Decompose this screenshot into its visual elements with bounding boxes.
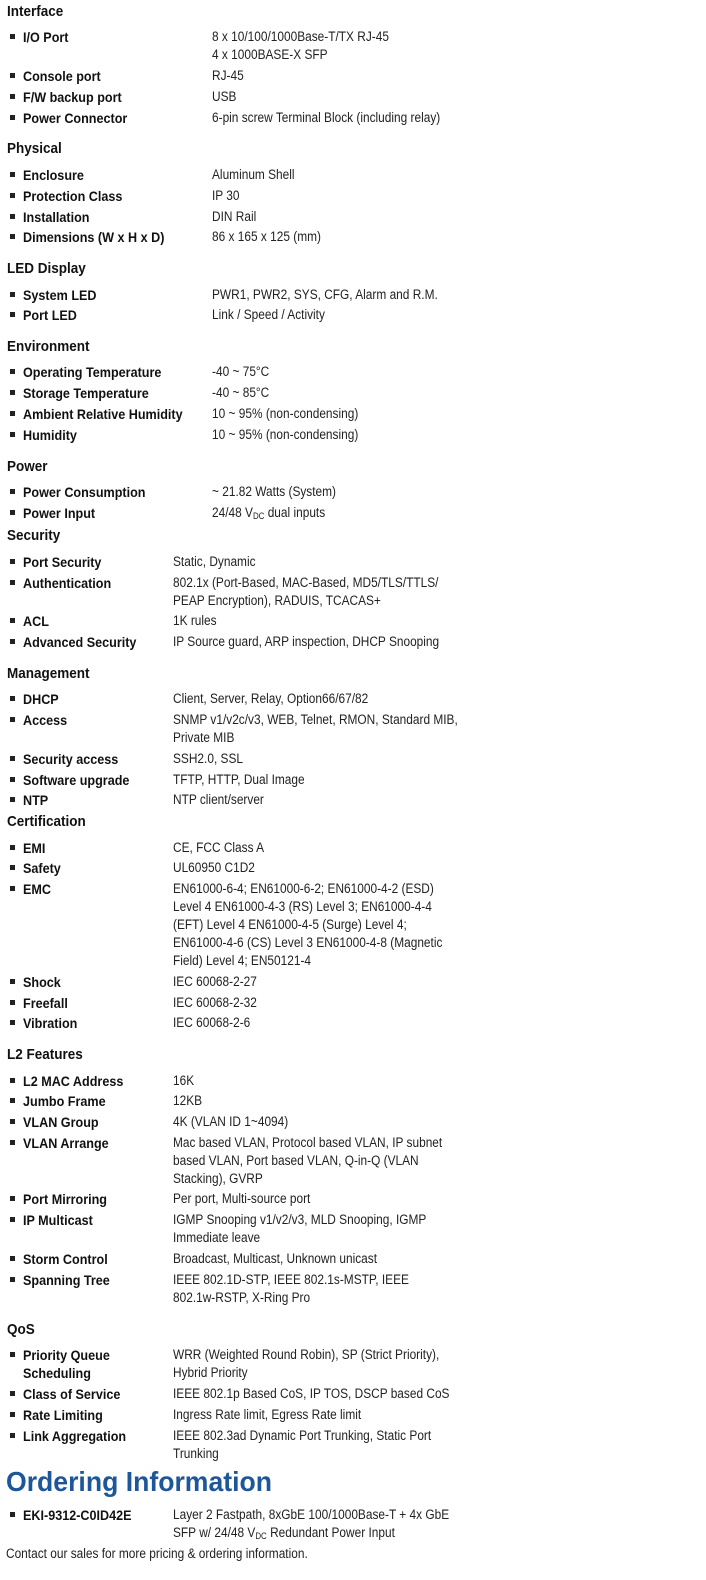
spec-label: Port LED [23,307,77,323]
spec-value: 1K rules [173,613,217,628]
spec-label: EMI [23,840,46,856]
bullet-icon [10,312,15,317]
spec-label: DHCP [23,691,59,707]
spec-value [212,28,389,64]
spec-value: -40 ~ 75°C [212,364,270,379]
label-line: Scheduling [23,1365,91,1381]
spec-value [173,1271,409,1307]
value-line: IGMP Snooping v1/v2/v3, MLD Snooping, IGMP [173,1212,427,1227]
section-title: Power [7,458,48,475]
spec-label: I/O Port [23,29,69,45]
value-subscript: DC [252,511,265,521]
spec-value: IEC 60068-2-27 [173,974,257,989]
spec-label: System LED [23,287,97,303]
spec-value: IEC 60068-2-6 [173,1015,251,1030]
spec-value [173,1346,439,1382]
spec-label: Authentication [23,575,112,591]
spec-value [212,504,325,525]
spec-label: Freefall [23,995,68,1011]
spec-label: Console port [23,68,101,84]
value-line: 8 x 10/100/1000Base-T/TX RJ-45 [212,29,389,44]
value-line: WRR (Weighted Round Robin), SP (Strict Priority), [173,1347,440,1362]
spec-value: Per port, Multi-source port [173,1191,311,1206]
bullet-icon [10,214,15,219]
spec-value: CE, FCC Class A [173,840,265,855]
spec-value [173,574,438,610]
spec-value: UL60950 C1D2 [173,860,255,875]
spec-label: Jumbo Frame [23,1093,106,1109]
bullet-icon [10,1020,15,1025]
spec-label: VLAN Group [23,1114,99,1130]
value-subscript: DC [255,1531,267,1541]
spec-value: PWR1, PWR2, SYS, CFG, Alarm and R.M. [212,287,438,302]
bullet-icon [10,390,15,395]
value-part: dual inputs [264,505,326,520]
section-title: Security [7,527,61,544]
spec-label: Storm Control [23,1251,108,1267]
bullet-icon [10,639,15,644]
bullet-icon [10,777,15,782]
spec-label: L2 MAC Address [23,1073,124,1089]
spec-value: RJ-45 [212,68,244,83]
section-title: LED Display [7,260,86,277]
bullet-icon [10,292,15,297]
bullet-icon [10,618,15,623]
spec-value: DIN Rail [212,209,257,224]
spec-value: SSH2.0, SSL [173,751,244,766]
bullet-icon [10,369,15,374]
bullet-icon [10,1277,15,1282]
value-line: Trunking [173,1446,219,1461]
bullet-icon [10,1352,15,1357]
bullet-icon [10,234,15,239]
spec-label: EMC [23,881,52,897]
spec-label: Protection Class [23,188,123,204]
bullet-icon [10,411,15,416]
spec-value: Client, Server, Relay, Option66/67/82 [173,691,369,706]
contact-note: Contact our sales for more pricing & ordering information. [6,1546,308,1561]
spec-label: Ambient Relative Humidity [23,406,183,422]
bullet-icon [10,1078,15,1083]
value-line: EN61000-6-4; EN61000-6-2; EN61000-4-2 (ESD) [173,881,434,896]
bullet-icon [10,1433,15,1438]
spec-label: Power Connector [23,110,128,126]
spec-label: Link Aggregation [23,1428,127,1444]
value-line: PEAP Encryption), RADUIS, TCACAS+ [173,593,381,608]
spec-label: Access [23,712,68,728]
bullet-icon [10,1140,15,1145]
value-line: IEEE 802.3ad Dynamic Port Trunking, Static Port [173,1428,432,1443]
value-line: Immediate leave [173,1230,261,1245]
value-part: SFP w/ 24/48 V [173,1525,256,1540]
spec-value: IP 30 [212,188,240,203]
bullet-icon [10,489,15,494]
section-title: Certification [7,813,86,830]
spec-label: Safety [23,860,61,876]
spec-value: IEEE 802.1p Based CoS, IP TOS, DSCP based CoS [173,1386,450,1401]
bullet-icon [10,797,15,802]
bullet-icon [10,580,15,585]
bullet-icon [10,1391,15,1396]
bullet-icon [10,865,15,870]
ordering-heading: Ordering Information [6,1466,272,1497]
value-line: Private MIB [173,730,235,745]
bullet-icon [10,845,15,850]
value-line: EN61000-4-6 (CS) Level 3 EN61000-4-8 (Magnetic [173,935,443,950]
spec-label: NTP [23,792,49,808]
bullet-icon [10,115,15,120]
value-line: Hybrid Priority [173,1365,248,1380]
spec-label: Advanced Security [23,634,137,650]
spec-value: 10 ~ 95% (non-condensing) [212,406,359,421]
spec-label: Power Consumption [23,484,146,500]
spec-value [173,880,442,970]
spec-value: TFTP, HTTP, Dual Image [173,772,305,787]
spec-label: Humidity [23,427,77,443]
bullet-icon [10,559,15,564]
spec-value: 4K (VLAN ID 1~4094) [173,1114,289,1129]
bullet-icon [10,94,15,99]
spec-value: Link / Speed / Activity [212,307,325,322]
spec-value [173,1134,442,1188]
spec-value: 10 ~ 95% (non-condensing) [212,427,359,442]
bullet-icon [10,1217,15,1222]
bullet-icon [10,73,15,78]
spec-label: Port Security [23,554,102,570]
bullet-icon [10,696,15,701]
spec-value: USB [212,89,237,104]
spec-value: 86 x 165 x 125 (mm) [212,229,321,244]
value-line: SNMP v1/v2c/v3, WEB, Telnet, RMON, Standard MIB, [173,712,458,727]
section-title: Environment [7,338,90,355]
spec-value: -40 ~ 85°C [212,385,270,400]
spec-label: Shock [23,974,61,990]
spec-label: Software upgrade [23,772,130,788]
section-title: L2 Features [7,1046,83,1063]
spec-value [173,1427,431,1463]
value-line: 4 x 1000BASE-X SFP [212,47,328,62]
value-line: Level 4 EN61000-4-3 (RS) Level 3; EN61000-4-4 [173,899,432,914]
bullet-icon [10,1412,15,1417]
bullet-icon [10,1196,15,1201]
bullet-icon [10,432,15,437]
spec-label: Security access [23,751,119,767]
bullet-icon [10,1512,15,1517]
value-line: Layer 2 Fastpath, 8xGbE 100/1000Base-T + 4x GbE [173,1507,450,1522]
bullet-icon [10,1098,15,1103]
bullet-icon [10,193,15,198]
spec-label: Vibration [23,1015,78,1031]
bullet-icon [10,717,15,722]
section-title: Management [7,665,90,682]
spec-label: Class of Service [23,1386,121,1402]
spec-label: Operating Temperature [23,364,162,380]
value-line: based VLAN, Port based VLAN, Q-in-Q (VLAN [173,1153,419,1168]
spec-value: IEC 60068-2-32 [173,995,257,1010]
spec-value [173,711,458,747]
spec-value: 16K [173,1073,195,1088]
section-title: QoS [7,1321,35,1338]
value-line: Mac based VLAN, Protocol based VLAN, IP subnet [173,1135,443,1150]
spec-value: IP Source guard, ARP inspection, DHCP Snooping [173,634,440,649]
value-line: IEEE 802.1D-STP, IEEE 802.1s-MSTP, IEEE [173,1272,409,1287]
spec-label: Spanning Tree [23,1272,110,1288]
bullet-icon [10,510,15,515]
value-line: 802.1x (Port-Based, MAC-Based, MD5/TLS/TTLS/ [173,575,439,590]
spec-value: ~ 21.82 Watts (System) [212,484,337,499]
bullet-icon [10,979,15,984]
value-line: (EFT) Level 4 EN61000-4-5 (Surge) Level 4; [173,917,407,932]
spec-label: Installation [23,209,90,225]
spec-value: 12KB [173,1093,203,1108]
value-part: Redundant Power Input [266,1525,395,1540]
value-line: Field) Level 4; EN50121-4 [173,953,312,968]
section-title: Physical [7,140,62,157]
spec-value [173,1211,426,1247]
spec-value: Aluminum Shell [212,167,295,182]
value-line: 802.1w-RSTP, X-Ring Pro [173,1290,311,1305]
value-part: 24/48 V [212,505,253,520]
spec-label: F/W backup port [23,89,122,105]
spec-value: 6-pin screw Terminal Block (including relay) [212,110,441,125]
spec-label: Dimensions (W x H x D) [23,229,165,245]
value-line: Stacking), GVRP [173,1171,263,1186]
spec-label: VLAN Arrange [23,1135,109,1151]
label-line: Priority Queue [23,1347,110,1363]
spec-value: Static, Dynamic [173,554,256,569]
bullet-icon [10,756,15,761]
bullet-icon [10,1119,15,1124]
spec-label: Enclosure [23,167,84,183]
bullet-icon [10,1256,15,1261]
section-title: Interface [7,3,64,20]
spec-value: Broadcast, Multicast, Unknown unicast [173,1251,378,1266]
spec-label: Rate Limiting [23,1407,103,1423]
spec-value: Ingress Rate limit, Egress Rate limit [173,1407,362,1422]
spec-label: Port Mirroring [23,1191,108,1207]
spec-label: IP Multicast [23,1212,93,1228]
ordering-description [173,1506,449,1545]
spec-label: Power Input [23,505,96,521]
spec-value: NTP client/server [173,792,264,807]
bullet-icon [10,172,15,177]
ordering-model: EKI-9312-C0ID42E [23,1507,132,1523]
spec-label [23,1346,110,1382]
bullet-icon [10,34,15,39]
spec-label: Storage Temperature [23,385,149,401]
bullet-icon [10,1000,15,1005]
bullet-icon [10,886,15,891]
spec-label: ACL [23,613,49,629]
value-line [173,1524,449,1545]
